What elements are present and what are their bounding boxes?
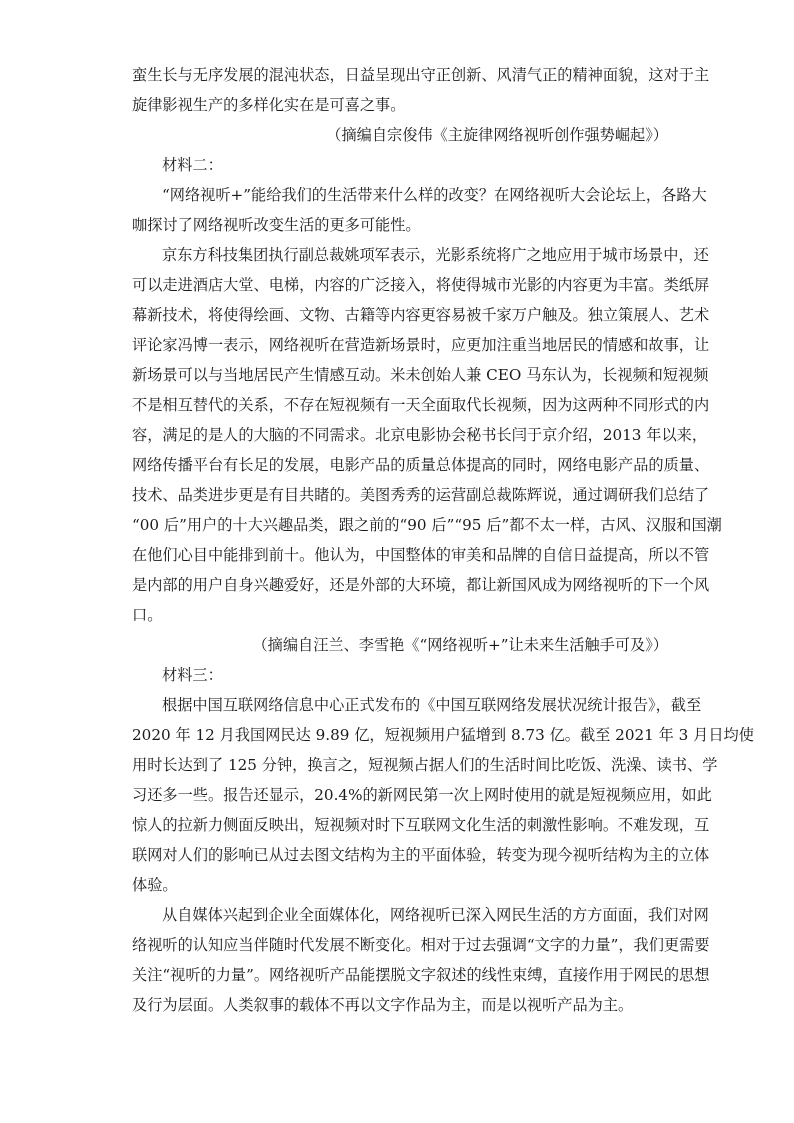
text-line: “00 后”用户的十大兴趣品类，跟之前的“90 后”“95 后”都不太一样，古风、汉服和国潮 [132,516,722,534]
section-label: 材料二： [162,156,223,174]
text-line: 在他们心目中能排到前十。他认为，中国整体的审美和品牌的自信日益提高，所以不管 [132,546,710,564]
text-line: 根据中国互联网络信息中心正式发布的《中国互联网络发展状况统计报告》，截至 [162,696,702,714]
paragraph [132,180,707,240]
text-line: 惊人的拉新力侧面反映出，短视频对时下互联网文化生活的刺激性影响。不难发现，互 [132,816,710,834]
text-line: 旋律影视生产的多样化实在是可喜之事。 [132,96,406,114]
paragraph [132,690,754,900]
paragraph [132,240,722,630]
text-line: 关注“视听的力量”。网络视听产品能摆脱文字叙述的线性束缚，直接作用于网民的思想 [132,966,710,984]
text-line: 习还多一些。报告还显示，20.4%的新网民第一次上网时使用的就是短视频应用，如此 [132,786,712,804]
text-line: “网络视听+”能给我们的生活带来什么样的改变？在网络视听大会论坛上，各路大 [162,186,707,204]
material2 [132,150,722,660]
document-page [132,60,754,1020]
source-citation: （摘编自宗俊伟《主旋律网络视听创作强势崛起》） [326,126,668,144]
text-line: 体验。 [132,876,178,894]
text-line: 从自媒体兴起到企业全面媒体化，网络视听已深入网民生活的方方面面，我们对网 [162,906,709,924]
text-line: 是内部的用户自身兴趣爱好，还是外部的大环境，都让新国风成为网络视听的下一个风 [132,576,710,594]
material1-tail [132,60,710,150]
text-line: 2020 年 12 月我国网民达 9.89 亿，短视频用户猛增到 8.73 亿。截至 2021 年 3 月日均使 [132,726,754,744]
material3 [132,660,754,1020]
text-line: 用时长达到了 125 分钟，换言之，短视频占据人们的生活时间比吃饭、洗澡、读书、学 [132,756,718,774]
section-label: 材料三： [162,666,223,684]
text-line: 不是相互替代的关系，不存在短视频有一天全面取代长视频，因为这两种不同形式的内 [132,396,710,414]
text-line: 评论家冯博一表示，网络视听在营造新场景时，应更加注重当地居民的情感和故事，让 [132,336,710,354]
text-line: 新场景可以与当地居民产生情感互动。米未创始人兼 CEO 马东认为，长视频和短视频 [132,366,709,384]
text-line: 幕新技术，将使得绘画、文物、古籍等内容更容易被千家万户触及。独立策展人、艺术 [132,306,710,324]
source-citation: （摘编自汪兰、李雪艳《“网络视听+”让未来生活触手可及》） [252,636,668,654]
text-line: 技术、品类进步更是有目共睹的。美图秀秀的运营副总裁陈辉说，通过调研我们总结了 [132,486,710,504]
text-line: 容，满足的是人的大脑的不同需求。北京电影协会秘书长闫于京介绍，2013 年以来， [132,426,708,444]
text-line: 京东方科技集团执行副总裁姚项军表示，光影系统将广之地应用于城市场景中，还 [162,246,709,264]
text-line: 蛮生长与无序发展的混沌状态，日益呈现出守正创新、风清气正的精神面貌，这对于主 [132,66,710,84]
paragraph [132,900,710,1020]
text-line: 咖探讨了网络视听改变生活的更多可能性。 [132,216,421,234]
text-line: 及行为层面。人类叙事的载体不再以文字作品为主，而是以视听产品为主。 [132,996,634,1014]
text-line: 口。 [132,606,163,624]
text-line: 络视听的认知应当伴随时代发展不断变化。相对于过去强调“文字的力量”，我们更需要 [132,936,710,954]
text-line: 网络传播平台有长足的发展，电影产品的质量总体提高的同时，网络电影产品的质量、 [132,456,710,474]
text-line: 联网对人们的影响已从过去图文结构为主的平面体验，转变为现今视听结构为主的立体 [132,846,710,864]
text-line: 可以走进酒店大堂、电梯，内容的广泛接入，将使得城市光影的内容更为丰富。类纸屏 [132,276,710,294]
